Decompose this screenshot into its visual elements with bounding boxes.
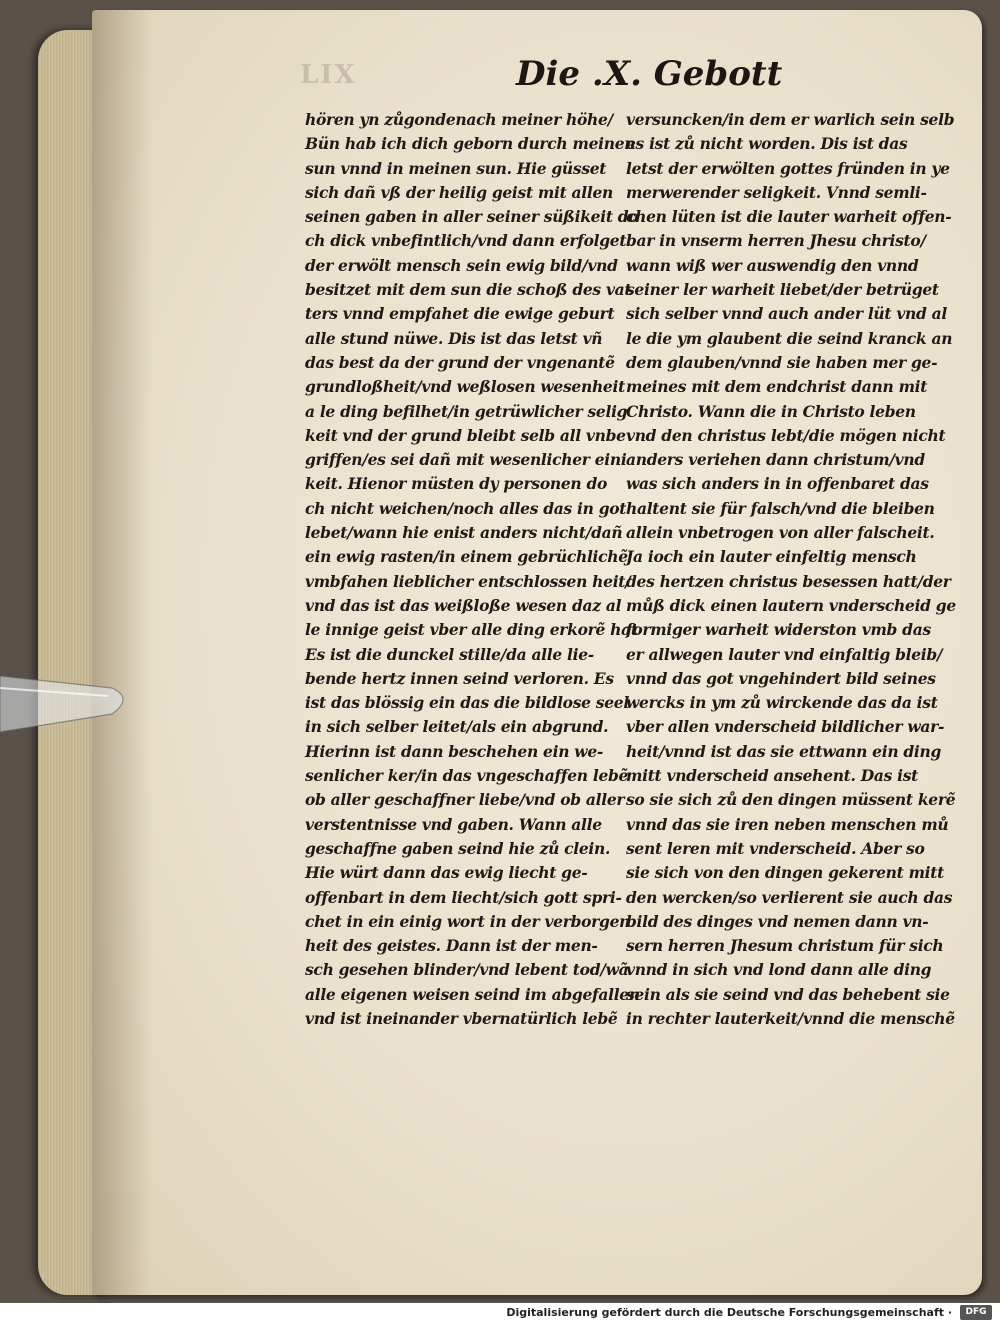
text-line: vnd das ist das weißloße wesen daz al bbox=[305, 595, 622, 615]
text-line: chen lüten ist die lauter warheit offen- bbox=[626, 207, 952, 227]
text-line: seiner ler warheit liebet/der betrüget bbox=[626, 280, 939, 300]
text-line: Ja ioch ein lauter einfeltig mensch bbox=[626, 547, 917, 567]
text-line: vnd den christus lebt/die mögen nicht bbox=[626, 425, 946, 445]
text-line: sich dañ vß der heilig geist mit allen bbox=[305, 182, 614, 202]
page-number: LIX bbox=[300, 60, 357, 90]
text-line: was sich anders in in offenbaret das bbox=[626, 474, 929, 494]
text-line: lebet/wann hie enist anders nicht/dañ bbox=[305, 523, 623, 543]
text-line: vnnd in sich vnd lond dann alle ding bbox=[626, 960, 932, 980]
text-line: sent leren mit vnderscheid. Aber so bbox=[626, 838, 925, 858]
text-line: das best da der grund der vngenantẽ bbox=[305, 352, 615, 372]
text-line: vmbfahen lieblicher entschlossen heit/ bbox=[305, 571, 631, 591]
text-line: Hie würt dann das ewig liecht ge- bbox=[305, 863, 588, 883]
text-line: geschaffne gaben seind hie zů clein. bbox=[305, 838, 611, 858]
text-line: haltent sie für falsch/vnd die bleiben bbox=[626, 498, 935, 518]
text-line: sch gesehen blinder/vnd lebent tod/wã bbox=[305, 960, 629, 980]
text-line: formiger warheit widerston vmb das bbox=[626, 620, 931, 640]
text-line: vnd ist ineinander vbernatürlich lebẽ bbox=[305, 1008, 618, 1028]
text-line: hören yn zůgondenach meiner höhe/ bbox=[305, 110, 613, 129]
text-line: merwerender seligkeit. Vnnd semli- bbox=[626, 182, 927, 202]
dfg-logo: DFG bbox=[960, 1305, 992, 1320]
text-line: offenbart in dem liecht/sich gott spri- bbox=[305, 887, 622, 907]
text-line: keit vnd der grund bleibt selb all vnbe bbox=[305, 425, 626, 445]
text-line: allein vnbetrogen von aller falscheit. bbox=[626, 523, 935, 543]
text-line: sern herren Jhesum christum für sich bbox=[626, 936, 944, 956]
text-line: Hierinn ist dann beschehen ein we- bbox=[305, 741, 604, 761]
text-line: sich selber vnnd auch ander lüt vnd al bbox=[626, 304, 947, 324]
text-line: in sich selber leitet/als ein abgrund. bbox=[305, 717, 609, 737]
text-line: le innige geist vber alle ding erkorẽ hat bbox=[305, 620, 638, 640]
footer-credit: Digitalisierung gefördert durch die Deutsche Forschungsgemeinschaft · bbox=[506, 1306, 952, 1319]
text-line: es ist zů nicht worden. Dis ist das bbox=[626, 134, 908, 154]
text-line: ters vnnd empfahet die ewige geburt bbox=[305, 304, 615, 324]
text-line: heit/vnnd ist das sie ettwann ein ding bbox=[626, 741, 942, 761]
text-line: meines mit dem endchrist dann mit bbox=[626, 377, 928, 397]
text-line: versuncken/in dem er warlich sein selb bbox=[626, 110, 955, 129]
text-line: ob aller geschaffner liebe/vnd ob aller bbox=[305, 790, 625, 810]
left-text-column bbox=[305, 108, 640, 1031]
text-line: bild des dinges vnd nemen dann vn- bbox=[626, 911, 929, 931]
text-line: Christo. Wann die in Christo leben bbox=[626, 401, 916, 421]
digitization-footer bbox=[0, 1303, 1000, 1323]
text-line: Es ist die dunckel stille/da alle lie- bbox=[305, 644, 594, 664]
text-line: vnnd das sie iren neben menschen mů bbox=[626, 814, 949, 834]
text-line: sein als sie seind vnd das behebent sie bbox=[626, 984, 950, 1004]
text-line: vnnd das got vngehindert bild seines bbox=[626, 668, 936, 688]
text-line: bende hertz innen seind verloren. Es bbox=[305, 668, 614, 688]
text-line: verstentnisse vnd gaben. Wann alle bbox=[305, 814, 602, 834]
text-line: heit des geistes. Dann ist der men- bbox=[305, 936, 598, 956]
text-line: alle eigenen weisen seind im abgefallen bbox=[305, 984, 640, 1004]
text-line: sun vnnd in meinen sun. Hie güsset bbox=[305, 158, 607, 178]
text-line: dem glauben/vnnd sie haben mer ge- bbox=[626, 352, 938, 372]
text-line: des hertzen christus besessen hatt/der bbox=[626, 571, 951, 591]
text-line: griffen/es sei dañ mit wesenlicher eini bbox=[305, 450, 627, 470]
text-line: chet in ein einig wort in der verborgen bbox=[305, 911, 631, 931]
text-line: anders veriehen dann christum/vnd bbox=[626, 450, 925, 470]
text-line: in rechter lauterkeit/vnnd die menschẽ bbox=[626, 1008, 955, 1028]
text-line: a le ding befilhet/in getrüwlicher selig bbox=[305, 401, 628, 421]
text-line: grundloßheit/vnd weßlosen wesenheit bbox=[305, 377, 625, 397]
text-line: alle stund nüwe. Dis ist das letst vñ bbox=[305, 328, 603, 348]
right-text-column bbox=[626, 108, 956, 1031]
text-line: Bün hab ich dich geborn durch meinen bbox=[305, 134, 636, 154]
text-line: ist das blössig ein das die bildlose seel bbox=[305, 693, 629, 713]
text-line: le die ym glaubent die seind kranck an bbox=[626, 328, 953, 348]
text-line: der erwölt mensch sein ewig bild/vnd bbox=[305, 255, 618, 275]
text-line: mitt vnderscheid ansehent. Das ist bbox=[626, 766, 918, 786]
text-line: ch dick vnbefintlich/vnd dann erfolget bbox=[305, 231, 627, 251]
text-line: letst der erwölten gottes fründen in ye bbox=[626, 158, 950, 178]
text-line: ch nicht weichen/noch alles das in got bbox=[305, 498, 627, 518]
text-line: sie sich von den dingen gekerent mitt bbox=[626, 863, 944, 883]
text-line: den wercken/so verlierent sie auch das bbox=[626, 887, 953, 907]
text-line: ein ewig rasten/in einem gebrüchlichẽ bbox=[305, 547, 628, 567]
text-line: er allwegen lauter vnd einfaltig bleib/ bbox=[626, 644, 943, 664]
text-line: wercks in ym zů wirckende das da ist bbox=[626, 693, 938, 713]
text-line: můß dick einen lautern vnderscheid ge bbox=[626, 595, 956, 615]
text-line: seinen gaben in aller seiner süßikeit do bbox=[305, 207, 639, 227]
text-line: so sie sich zů den dingen müssent kerẽ bbox=[626, 790, 956, 810]
text-line: vber allen vnderscheid bildlicher war- bbox=[626, 717, 945, 737]
text-line: besitzet mit dem sun die schoß des vat bbox=[305, 280, 632, 300]
text-line: wann wiß wer auswendig den vnnd bbox=[626, 255, 919, 275]
text-line: keit. Hienor müsten dy personen do bbox=[305, 474, 608, 494]
text-line: bar in vnserm herren Jhesu christo/ bbox=[626, 231, 926, 251]
page-holder-pointer bbox=[0, 648, 134, 738]
running-head: Die .X. Gebott bbox=[516, 54, 783, 94]
text-line: senlicher ker/in das vngeschaffen lebẽ bbox=[305, 766, 629, 786]
